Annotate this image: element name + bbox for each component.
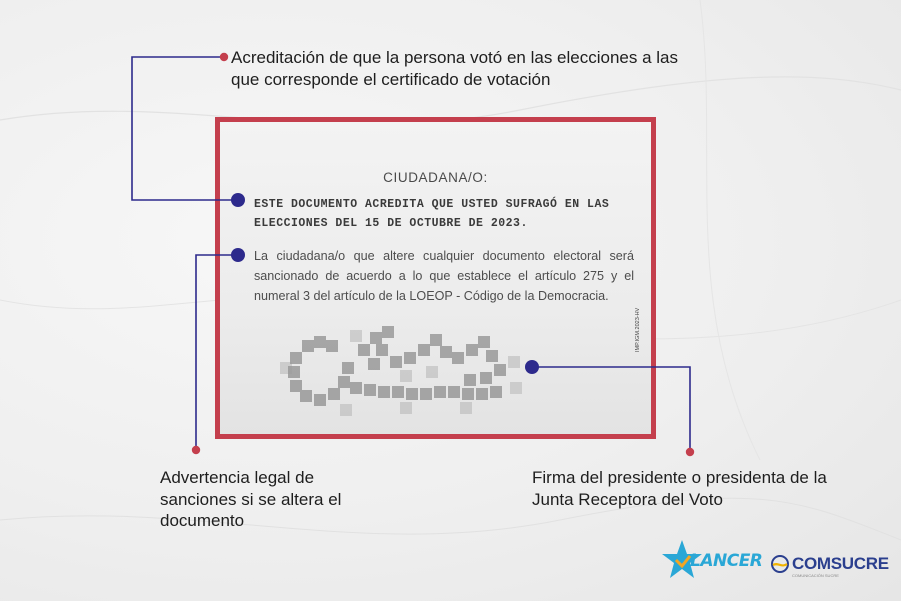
lancer-wordmark: LANCER: [690, 551, 763, 571]
comsucre-wordmark: COMSUCRE: [792, 554, 889, 573]
certificate-legal-warning: La ciudadana/o que altere cualquier documento electoral será sancionado de acuerdo a lo que establece el artículo 275 y el numeral 3 del artículo de la LOEOP - Código de la Democracia.: [254, 249, 634, 303]
dot-accreditation-target: [231, 193, 245, 207]
annotation-accreditation: Acreditación de que la persona votó en las elecciones a las que corresponde el certificado de votación: [231, 48, 679, 89]
globe-icon: [770, 554, 790, 574]
dot-warning-label: [192, 446, 200, 454]
dot-accreditation-label: [220, 53, 228, 61]
comsucre-subtitle: COMUNICACIÓN SUCRE: [792, 573, 839, 578]
annotation-signature: Firma del presidente o presidenta de la Junta Receptora del Voto: [532, 468, 827, 509]
lancer-logo: [660, 538, 765, 582]
certificate-title: CIUDADANA/O:: [383, 170, 488, 185]
certificate-accreditation-text: ESTE DOCUMENTO ACREDITA QUE USTED SUFRAGÓ EN LAS ELECCIONES DEL 15 DE OCTUBRE DE 2023.: [254, 198, 610, 230]
dot-signature-target: [525, 360, 539, 374]
dot-signature-label: [686, 448, 694, 456]
connector-accreditation: [132, 57, 238, 200]
annotation-legal-warning: Advertencia legal de sanciones si se altera el documento: [160, 468, 342, 530]
connector-signature: [532, 367, 690, 452]
certificate-print-code: IMP.IGM.2023-HV: [635, 307, 641, 352]
comsucre-logo: [770, 548, 889, 582]
dot-warning-target: [231, 248, 245, 262]
connector-warning: [196, 255, 238, 450]
